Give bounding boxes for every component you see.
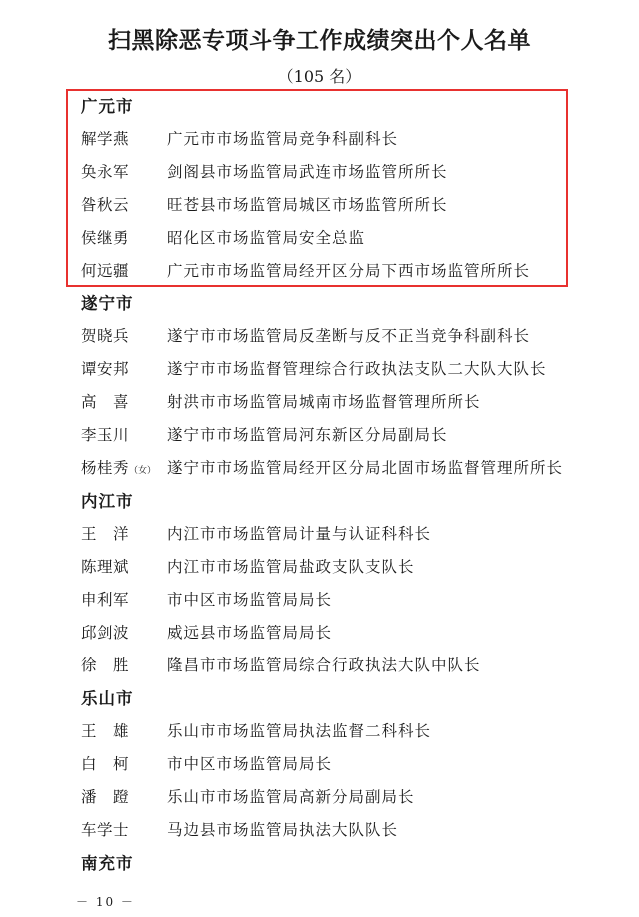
city-heading: 南充市	[81, 853, 134, 873]
document-title: 扫黑除恶专项斗争工作成绩突出个人名单	[108, 28, 531, 54]
person-position: 遂宁市市场监管局经开区分局北固市场监督管理所所长	[167, 459, 564, 478]
list-item	[81, 156, 621, 189]
person-position: 射洪市市场监管局城南市场监督管理所所长	[167, 393, 481, 412]
person-name: 潘 蹬	[81, 788, 130, 807]
person-name-cell	[81, 320, 167, 353]
list-item	[81, 386, 621, 419]
person-name-cell	[81, 518, 167, 551]
person-name-cell	[81, 649, 167, 682]
person-position: 隆昌市市场监管局综合行政执法大队中队长	[167, 656, 481, 675]
person-position: 遂宁市市场监督管理综合行政执法支队二大队大队长	[167, 360, 547, 379]
person-position: 遂宁市市场监管局反垄断与反不正当竞争科副科长	[167, 327, 531, 346]
city-heading: 乐山市	[81, 689, 134, 709]
person-name: 贺晓兵	[81, 327, 130, 346]
list-item	[81, 189, 621, 222]
person-position: 剑阁县市场监管局武连市场监管所所长	[167, 162, 448, 181]
list-item	[81, 353, 621, 386]
person-name-cell	[81, 222, 167, 255]
person-position: 昭化区市场监管局安全总监	[167, 228, 366, 247]
person-position: 广元市市场监管局经开区分局下西市场监管所所长	[167, 261, 531, 280]
list-item	[81, 781, 621, 814]
person-name: 李玉川	[81, 426, 130, 445]
person-name-cell	[81, 617, 167, 650]
person-name-cell	[81, 123, 167, 156]
person-name: 王 洋	[81, 524, 130, 543]
person-position: 市中区市场监管局局长	[167, 590, 333, 609]
person-name: 解学燕	[81, 130, 130, 148]
person-name-cell	[81, 156, 167, 189]
page-number: － 10 －	[76, 895, 135, 909]
list-item	[81, 222, 621, 255]
person-name: 陈理斌	[81, 557, 130, 576]
person-name: 奂永军	[81, 162, 130, 181]
person-position: 马边县市场监管局执法大队队长	[167, 821, 399, 840]
list-item	[81, 584, 621, 617]
list-item	[81, 649, 621, 682]
person-name: 车学士	[81, 821, 130, 840]
list-item	[81, 518, 621, 551]
person-name: 王 雄	[81, 722, 130, 741]
person-name: 谭安邦	[81, 360, 130, 379]
person-name: 邱剑波	[81, 623, 130, 642]
list-item	[81, 551, 621, 584]
person-position: 遂宁市市场监管局河东新区分局副局长	[167, 426, 448, 445]
person-name-cell	[81, 189, 167, 222]
city-heading: 遂宁市	[81, 294, 134, 314]
list-item	[81, 255, 621, 288]
list-item	[81, 814, 621, 847]
list-item	[81, 748, 621, 781]
person-name-cell	[81, 814, 167, 847]
list-item	[81, 419, 621, 452]
person-name-cell	[81, 386, 167, 419]
person-name: 申利军	[81, 590, 130, 609]
person-position: 旺苍县市场监管局城区市场监管所所长	[167, 195, 448, 214]
name-list	[81, 90, 621, 880]
person-name-cell	[81, 419, 167, 452]
person-position: 内江市市场监管局盐政支队支队长	[167, 557, 415, 576]
person-position: 内江市市场监管局计量与认证科科长	[167, 524, 432, 543]
list-item	[81, 715, 621, 748]
person-position: 广元市市场监管局竞争科副科长	[167, 130, 399, 148]
list-item	[81, 123, 621, 156]
list-item	[81, 320, 621, 353]
person-name-cell	[81, 584, 167, 617]
person-name-cell	[81, 255, 167, 288]
person-position: 乐山市市场监管局执法监督二科科长	[167, 722, 432, 741]
person-position: 乐山市市场监管局高新分局副局长	[167, 788, 415, 807]
list-item	[81, 452, 621, 485]
person-name: 何远疆	[81, 261, 130, 280]
person-name-cell	[81, 452, 167, 488]
person-name-cell	[81, 781, 167, 814]
person-note: （女）	[129, 466, 157, 477]
person-position: 市中区市场监管局局长	[167, 755, 333, 774]
city-heading: 内江市	[81, 491, 134, 511]
document-subtitle: （105 名）	[277, 67, 362, 86]
person-position: 威远县市场监管局局长	[167, 623, 333, 642]
person-name: 杨桂秀	[81, 459, 130, 478]
list-item	[81, 617, 621, 650]
person-name: 白 柯	[81, 755, 130, 774]
person-name: 徐 胜	[81, 656, 130, 675]
person-name: 昝秋云	[81, 195, 130, 214]
person-name: 高 喜	[81, 393, 130, 412]
person-name-cell	[81, 551, 167, 584]
person-name: 侯继勇	[81, 228, 130, 247]
person-name-cell	[81, 748, 167, 781]
city-heading: 广元市	[81, 97, 134, 116]
person-name-cell	[81, 353, 167, 386]
person-name-cell	[81, 715, 167, 748]
